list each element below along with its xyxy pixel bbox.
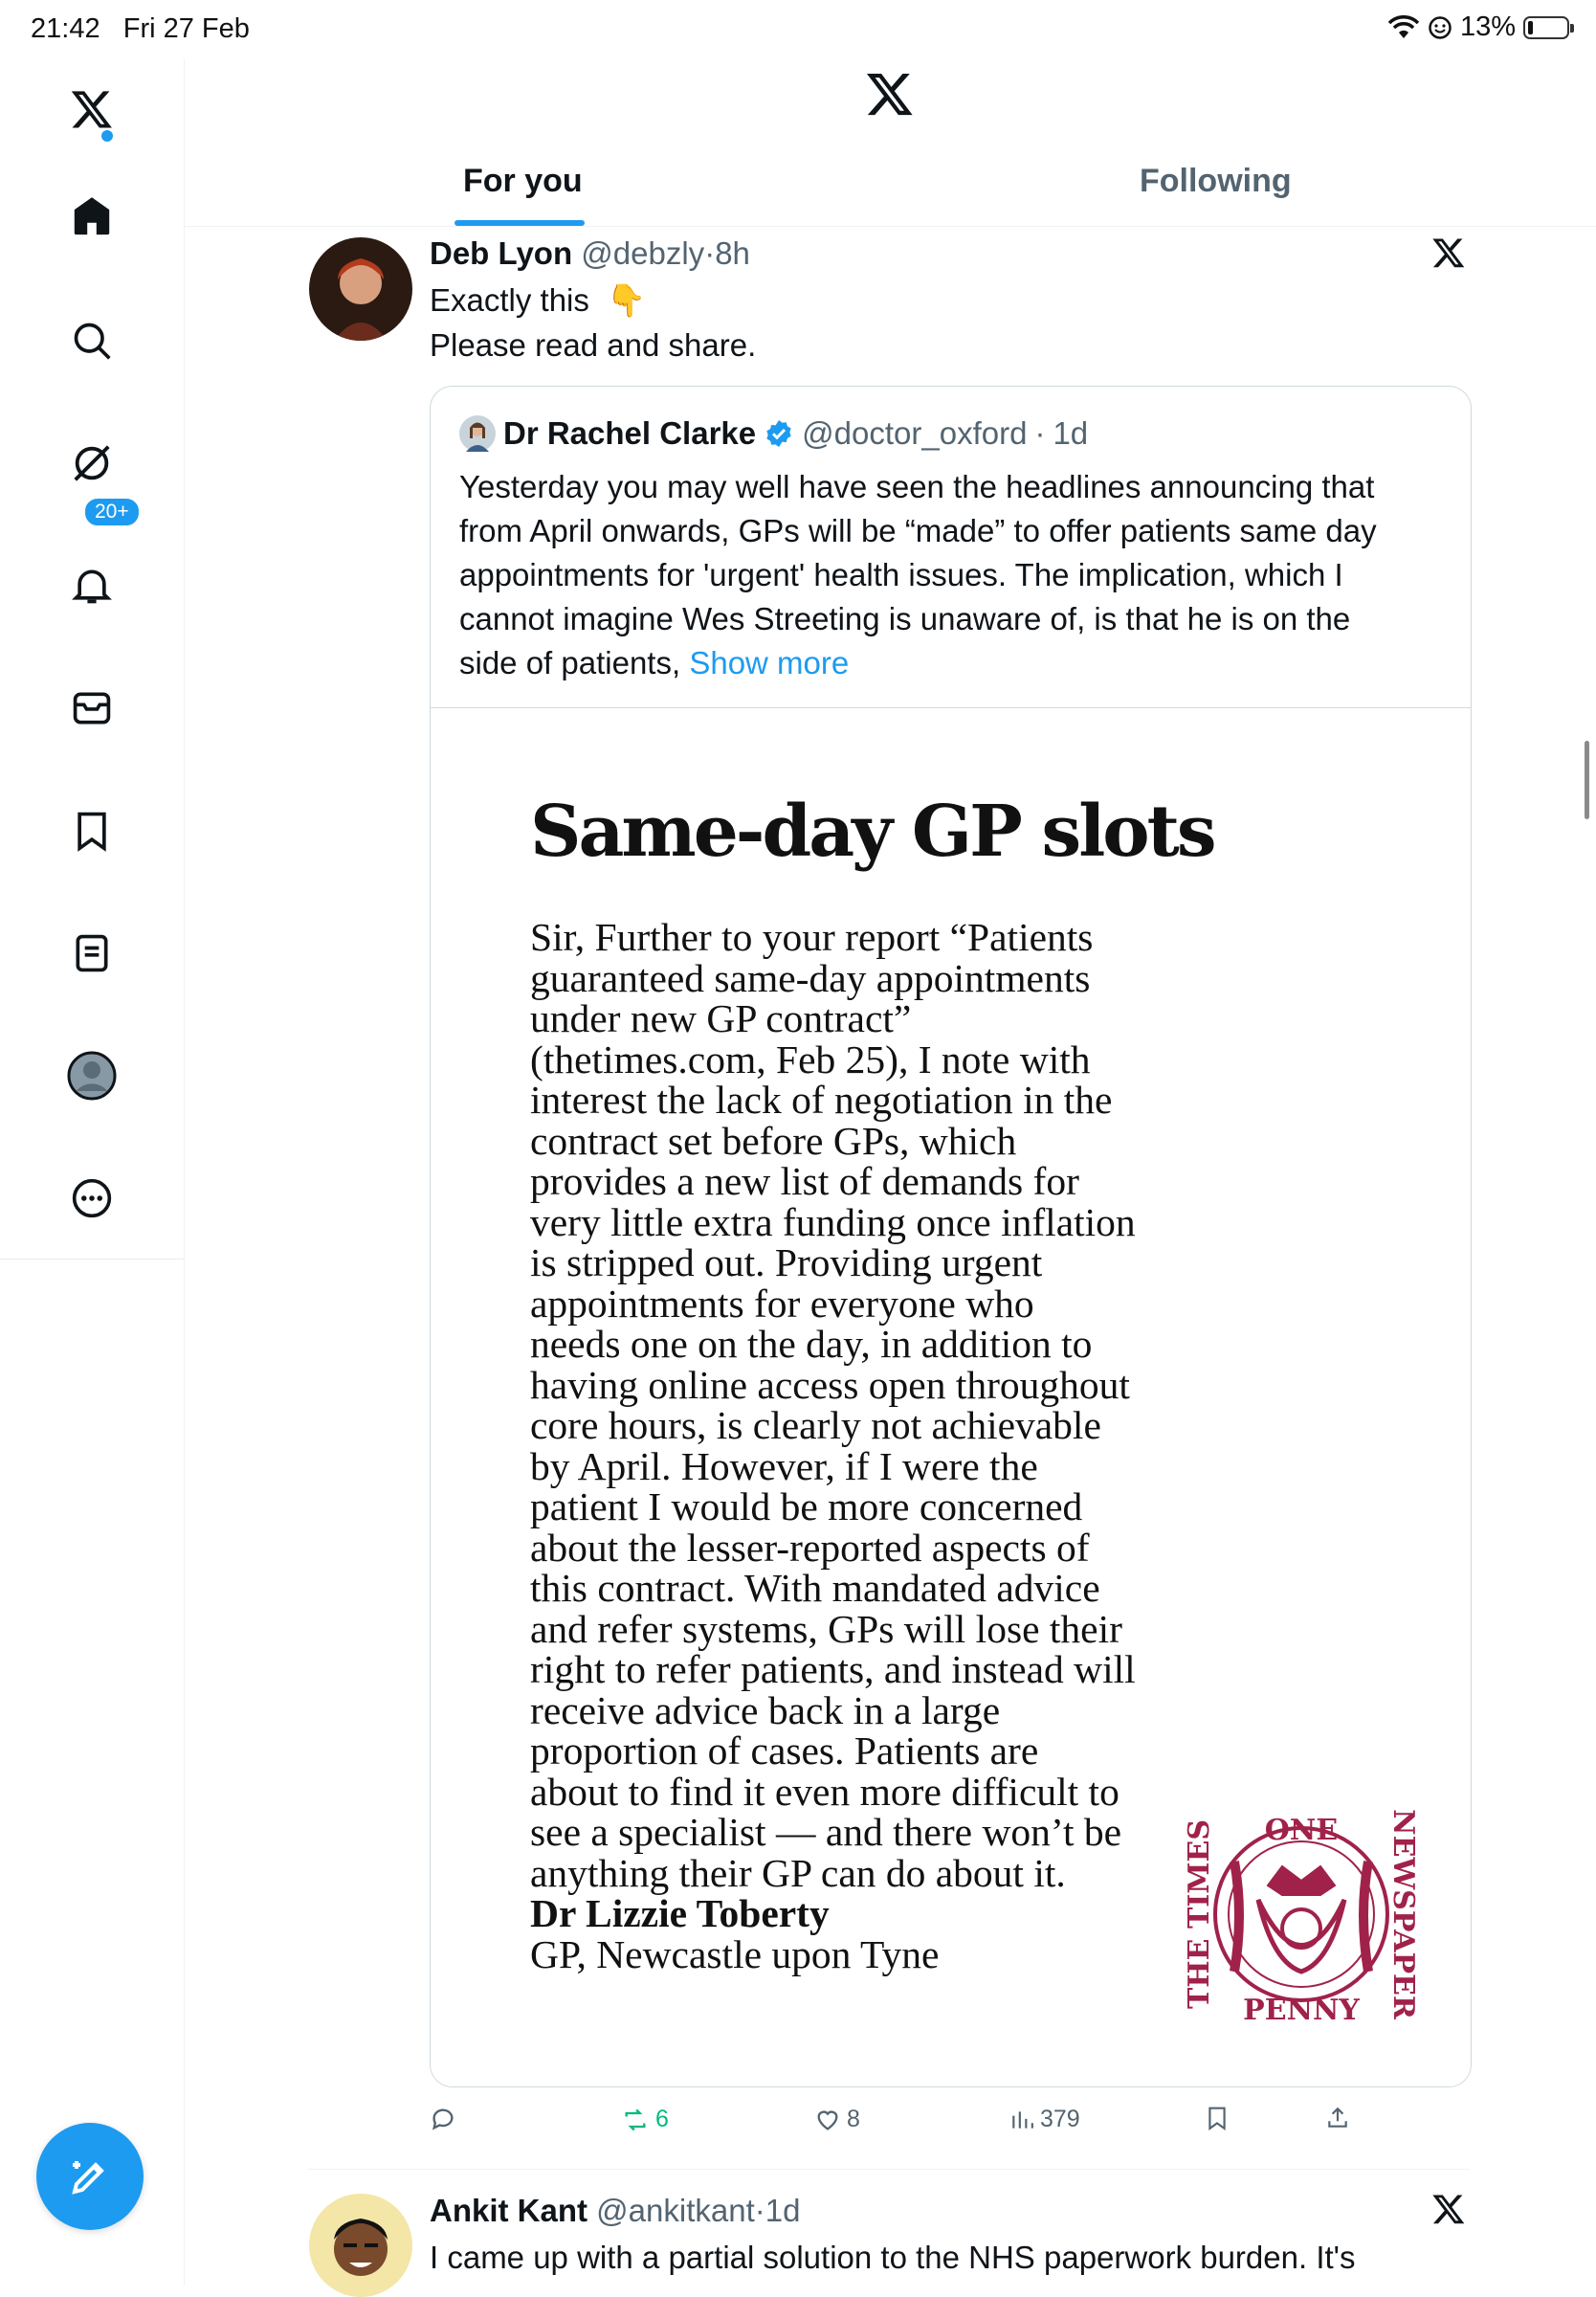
- author-handle[interactable]: @ankitkant: [596, 2193, 755, 2228]
- clipping-body-line: this contract. With mandated advice: [530, 1566, 1100, 1610]
- quote-text-line: side of patients, Show more: [459, 645, 850, 680]
- wifi-icon: [1387, 15, 1420, 40]
- clipping-body-line: about to find it even more difficult to: [530, 1769, 1119, 1814]
- sidebar-divider: [0, 1259, 184, 1260]
- clipping-body-line: having online access open throughout: [530, 1362, 1130, 1407]
- tab-for-you[interactable]: For you: [463, 163, 583, 199]
- tab-following[interactable]: Following: [1140, 163, 1292, 199]
- views-chart-icon: [1009, 2107, 1034, 2132]
- post-text-line-1: Exactly this 👇: [430, 282, 647, 318]
- clipping-body-line: guaranteed same-day appointments: [530, 955, 1091, 1000]
- bookmarks-icon: [71, 810, 113, 852]
- clipping-body-line: interest the lack of negotiation in the: [530, 1078, 1113, 1122]
- clipping-body-line: needs one on the day, in addition to: [530, 1322, 1093, 1366]
- post-text-line-2: Please read and share.: [430, 327, 757, 363]
- bookmark-button[interactable]: [1205, 2106, 1230, 2130]
- sidebar-item-lists[interactable]: [67, 928, 117, 978]
- author-handle[interactable]: @debzly: [581, 235, 705, 271]
- clipping-body-line: see a specialist — and there won’t be: [530, 1810, 1122, 1854]
- view-count: 379: [1040, 2106, 1080, 2132]
- seal-top-text: ONE: [1264, 1814, 1339, 1847]
- reply-button[interactable]: [430, 2106, 456, 2132]
- like-button[interactable]: [814, 2106, 860, 2133]
- clipping-signature-place: GP, Newcastle upon Tyne: [530, 1931, 940, 1976]
- newspaper-clipping-image[interactable]: [431, 707, 1471, 2087]
- sidebar: [0, 59, 185, 2286]
- home-icon: [70, 194, 114, 238]
- author-name[interactable]: Deb Lyon: [430, 235, 573, 271]
- notifications-badge: 20+: [82, 496, 142, 528]
- quote-header: Dr Rachel Clarke @doctor_oxford · 1d: [459, 415, 1088, 452]
- clipping-body-line: Sir, Further to your report “Patients: [530, 915, 1094, 959]
- header-x-logo[interactable]: [865, 69, 915, 123]
- sidebar-item-profile[interactable]: [67, 1051, 117, 1101]
- grok-icon: [70, 441, 114, 485]
- compose-icon: [67, 2153, 113, 2199]
- sidebar-item-more[interactable]: [67, 1173, 117, 1223]
- sidebar-item-bookmarks[interactable]: [67, 806, 117, 856]
- times-seal-logo: [1177, 1790, 1426, 2039]
- clipping-body-line: proportion of cases. Patients are: [530, 1728, 1039, 1773]
- quote-text-line: appointments for 'urgent' health issues. The implication, which I: [459, 557, 1343, 592]
- pointing-down-emoji: 👇: [607, 282, 647, 318]
- show-more-link[interactable]: Show more: [689, 645, 850, 680]
- quote-author-name[interactable]: Dr Rachel Clarke: [503, 415, 757, 451]
- status-right: [1387, 11, 1569, 43]
- repost-icon: [621, 2107, 650, 2133]
- clipping-body-line: very little extra funding once inflation: [530, 1199, 1136, 1244]
- quote-text: [459, 465, 1445, 685]
- logo-x-icon[interactable]: [67, 84, 117, 134]
- reply-icon: [430, 2106, 456, 2132]
- sidebar-item-grok[interactable]: [67, 438, 117, 488]
- quote-post-time[interactable]: 1d: [1053, 415, 1089, 451]
- clipping-body-line: core hours, is clearly not achievable: [530, 1403, 1101, 1447]
- bookmark-icon: [1205, 2106, 1230, 2130]
- status-bar: [0, 0, 1596, 59]
- post-time[interactable]: 1d: [765, 2193, 801, 2228]
- sidebar-item-search[interactable]: [67, 316, 117, 366]
- sidebar-item-messages[interactable]: [67, 683, 117, 733]
- clipping-body-line: and refer systems, GPs will lose their: [530, 1606, 1122, 1651]
- clipping-body-line: is stripped out. Providing urgent: [530, 1240, 1043, 1284]
- avatar[interactable]: [309, 2194, 412, 2297]
- clipping-body-line: under new GP contract”: [530, 996, 912, 1040]
- clipping-body-line: right to refer patients, and instead will: [530, 1647, 1136, 1691]
- clipping-body-line: anything their GP can do about it.: [530, 1850, 1066, 1895]
- clipping-body-line: (thetimes.com, Feb 25), I note with: [530, 1037, 1091, 1082]
- like-count: 8: [847, 2106, 860, 2132]
- notifications-icon: [71, 565, 113, 607]
- lists-icon: [71, 932, 113, 974]
- tweet-header: Ankit Kant @ankitkant·1d: [430, 2193, 801, 2228]
- battery-icon: [1523, 16, 1569, 39]
- heart-icon: [814, 2107, 841, 2133]
- share-button[interactable]: [1325, 2106, 1350, 2130]
- sidebar-item-home[interactable]: [67, 191, 117, 241]
- post-time[interactable]: 8h: [715, 235, 750, 271]
- verified-badge-icon: [764, 418, 794, 449]
- quoted-post[interactable]: [430, 386, 1472, 2087]
- sidebar-item-notifications[interactable]: [67, 561, 117, 611]
- seal-right-text: NEWSPAPER: [1386, 1809, 1420, 2019]
- timeline-tabs: [185, 144, 1596, 227]
- avatar[interactable]: [459, 415, 496, 452]
- battery-percent: 13%: [1459, 11, 1516, 42]
- clipping-body-line: receive advice back in a large: [530, 1687, 1001, 1732]
- post-x-icon[interactable]: [1431, 235, 1466, 275]
- repost-count: 6: [655, 2106, 669, 2132]
- seal-bottom-text: PENNY: [1243, 1994, 1360, 2027]
- active-tab-indicator: [454, 220, 585, 226]
- search-icon: [71, 320, 113, 362]
- quote-author-handle[interactable]: @doctor_oxford: [802, 415, 1028, 451]
- battery-level: [1528, 21, 1533, 34]
- profile-icon: [67, 1051, 117, 1101]
- clipping-body-line: appointments for everyone who: [530, 1281, 1034, 1326]
- tweet-header: Deb Lyon @debzly·8h: [430, 235, 750, 271]
- home-unread-dot: [101, 130, 113, 142]
- clipping-body-line: by April. However, if I were the: [530, 1443, 1038, 1488]
- post-x-icon[interactable]: [1431, 2192, 1466, 2231]
- messages-icon: [71, 687, 113, 729]
- avatar[interactable]: [309, 237, 412, 341]
- status-time: 21:42 Fri 27 Feb: [31, 13, 250, 44]
- repost-button[interactable]: [621, 2106, 669, 2133]
- clipping-headline: Same-day GP slots: [530, 791, 1214, 873]
- quote-text-line: from April onwards, GPs will be “made” to offer patients same day: [459, 513, 1377, 548]
- clipping-body-line: about the lesser-reported aspects of: [530, 1525, 1090, 1570]
- compose-post-button[interactable]: [36, 2123, 144, 2230]
- clipping-signature: Dr Lizzie Toberty: [530, 1891, 830, 1935]
- quote-text-line: Yesterday you may well have seen the headlines announcing that: [459, 469, 1375, 504]
- post-text: I came up with a partial solution to the NHS paperwork burden. It's: [430, 2240, 1356, 2275]
- post-actions: [430, 2106, 1425, 2144]
- clipping-body: [530, 917, 1200, 1974]
- quote-text-line: cannot imagine Wes Streeting is unaware of, is that he is on the: [459, 601, 1351, 636]
- post-divider: [308, 2169, 1470, 2170]
- scrollbar[interactable]: [1585, 741, 1589, 819]
- share-icon: [1325, 2106, 1350, 2130]
- clipping-body-line: contract set before GPs, which: [530, 1118, 1017, 1163]
- clipping-body-line: patient I would be more concerned: [530, 1484, 1083, 1528]
- seal-left-text: THE TIMES: [1183, 1818, 1216, 2010]
- clipping-body-line: provides a new list of demands for: [530, 1159, 1079, 1203]
- views-button[interactable]: [1009, 2106, 1080, 2133]
- more-icon: [71, 1177, 113, 1219]
- author-name[interactable]: Ankit Kant: [430, 2193, 587, 2228]
- focus-icon: [1428, 15, 1452, 40]
